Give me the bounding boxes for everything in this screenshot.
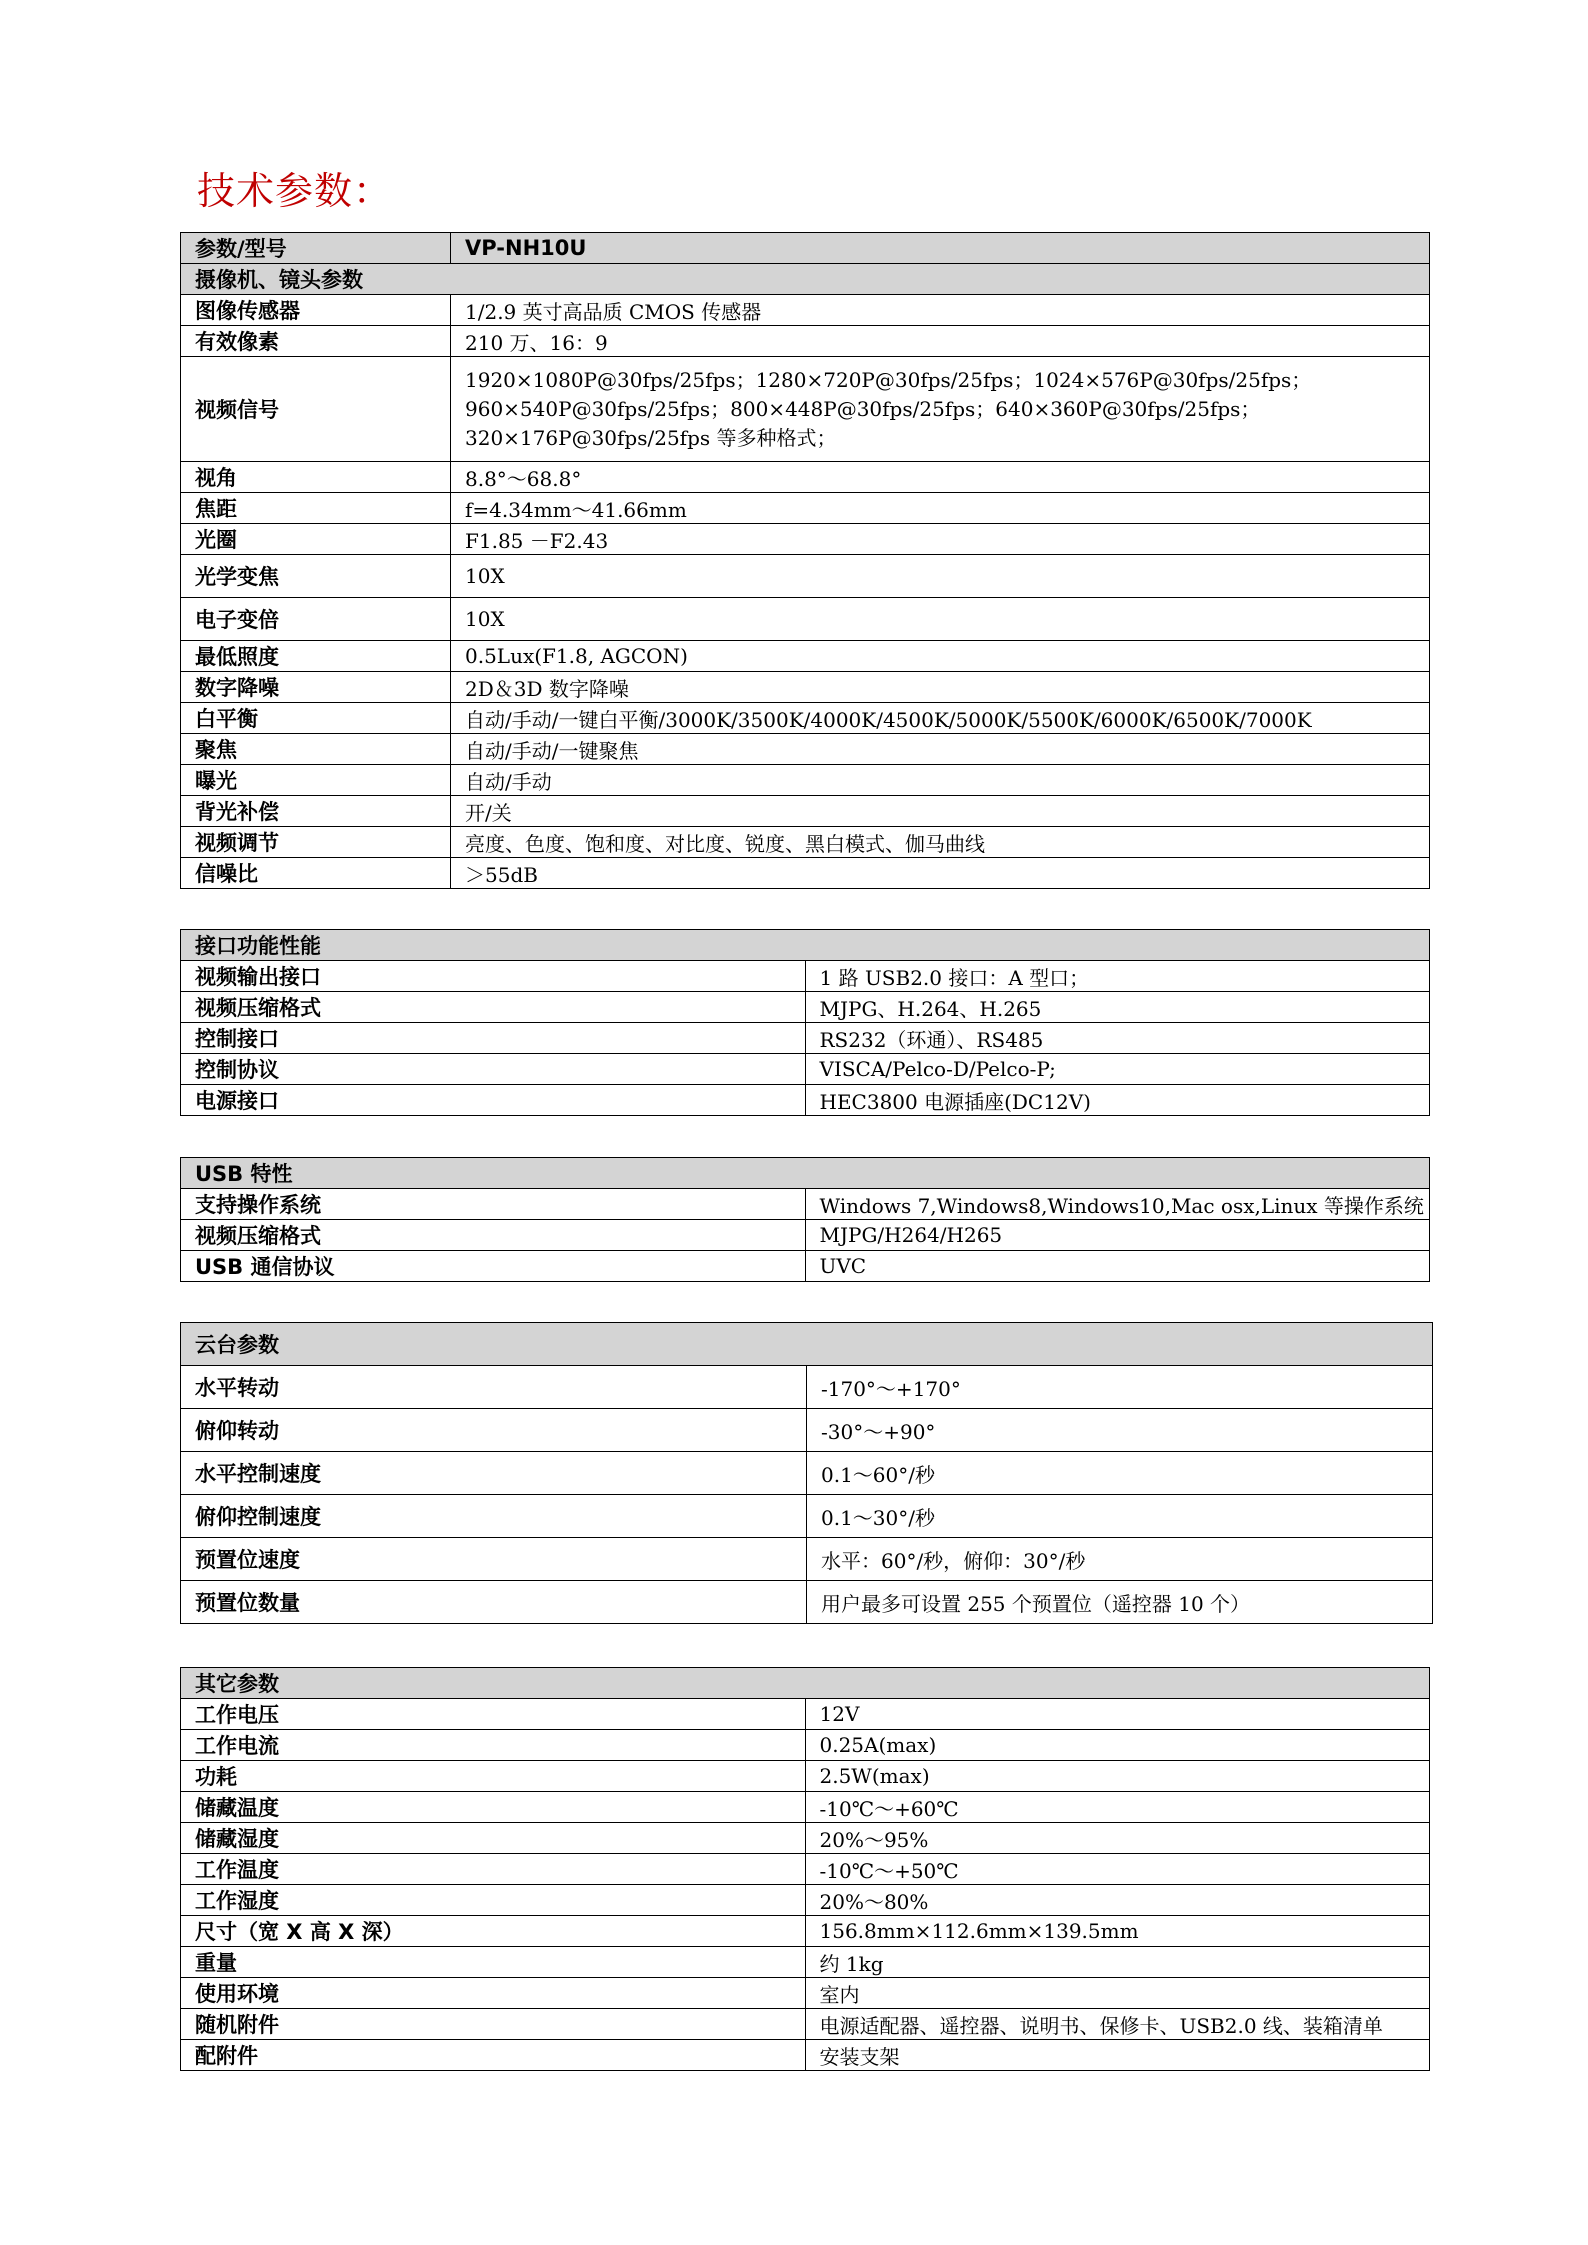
row-key: 电子变倍 <box>181 598 451 641</box>
row-value: 约 1kg <box>805 1947 1430 1978</box>
section-header-row <box>181 1668 1430 1699</box>
section-title: 其它参数 <box>181 1668 1430 1699</box>
table-row <box>181 1054 1430 1085</box>
table-row <box>181 1947 1430 1978</box>
row-value: Windows 7,Windows8,Windows10,Mac osx,Linux 等操作系统 <box>805 1189 1430 1220</box>
row-value: 10X <box>451 598 1430 641</box>
table-row <box>181 1495 1433 1538</box>
row-key: 聚焦 <box>181 734 451 765</box>
row-value: 0.1～30°/秒 <box>807 1495 1433 1538</box>
table-row <box>181 1251 1430 1282</box>
row-key: 白平衡 <box>181 703 451 734</box>
row-key: 图像传感器 <box>181 295 451 326</box>
section-header-row <box>181 1323 1433 1366</box>
table-row <box>181 1823 1430 1854</box>
row-value: 室内 <box>805 1978 1430 2009</box>
table-row <box>181 1538 1433 1581</box>
row-key: 焦距 <box>181 493 451 524</box>
row-key: USB 通信协议 <box>181 1251 806 1282</box>
row-key: 光圈 <box>181 524 451 555</box>
row-key: 随机附件 <box>181 2009 806 2040</box>
row-key: 预置位速度 <box>181 1538 807 1581</box>
row-key: 有效像素 <box>181 326 451 357</box>
row-key: 控制协议 <box>181 1054 806 1085</box>
row-value: 水平：60°/秒，俯仰：30°/秒 <box>807 1538 1433 1581</box>
row-value: -10℃～+60℃ <box>805 1792 1430 1823</box>
row-key: 视频信号 <box>181 357 451 462</box>
table-row <box>181 765 1430 796</box>
row-value: -30°～+90° <box>807 1409 1433 1452</box>
row-value: 用户最多可设置 255 个预置位（遥控器 10 个） <box>807 1581 1433 1624</box>
row-value: 0.5Lux(F1.8, AGCON) <box>451 641 1430 672</box>
table-row <box>181 524 1430 555</box>
table-row <box>181 1220 1430 1251</box>
row-value: ＞55dB <box>451 858 1430 889</box>
table-row <box>181 1366 1433 1409</box>
table-row <box>181 1581 1433 1624</box>
row-value: 8.8°～68.8° <box>451 462 1430 493</box>
row-key: 功耗 <box>181 1761 806 1792</box>
table-row <box>181 1409 1433 1452</box>
row-value: 亮度、色度、饱和度、对比度、锐度、黑白模式、伽马曲线 <box>451 827 1430 858</box>
row-key: 水平控制速度 <box>181 1452 807 1495</box>
row-key: 工作电压 <box>181 1699 806 1730</box>
row-key: 视频调节 <box>181 827 451 858</box>
table-header-row <box>181 233 1430 264</box>
row-value <box>451 357 1430 462</box>
table-row <box>181 1452 1433 1495</box>
table-row <box>181 1916 1430 1947</box>
row-key: 控制接口 <box>181 1023 806 1054</box>
row-value: 自动/手动/一键白平衡/3000K/3500K/4000K/4500K/5000K/5500K/6000K/6500K/7000K <box>451 703 1430 734</box>
row-value: 2D＆3D 数字降噪 <box>451 672 1430 703</box>
camera-spec-table <box>180 232 1430 889</box>
row-key: 储藏湿度 <box>181 1823 806 1854</box>
table-row <box>181 1085 1430 1116</box>
table-row <box>181 493 1430 524</box>
table-row <box>181 827 1430 858</box>
section-header-row <box>181 1158 1430 1189</box>
table-row <box>181 1023 1430 1054</box>
row-value: 安装支架 <box>805 2040 1430 2071</box>
row-key: 视角 <box>181 462 451 493</box>
video-format-line: 1920×1080P@30fps/25fps；1280×720P@30fps/25fps；1024×576P@30fps/25fps； <box>465 367 1312 392</box>
interface-spec-table <box>180 929 1430 1116</box>
table-row <box>181 1761 1430 1792</box>
table-row <box>181 2009 1430 2040</box>
row-value: 156.8mm×112.6mm×139.5mm <box>805 1916 1430 1947</box>
row-key: 俯仰控制速度 <box>181 1495 807 1538</box>
table-row <box>181 295 1430 326</box>
header-model: VP-NH10U <box>451 233 1430 264</box>
row-key: 背光补偿 <box>181 796 451 827</box>
row-key: 工作温度 <box>181 1854 806 1885</box>
row-value: 自动/手动/一键聚焦 <box>451 734 1430 765</box>
row-value: 0.1～60°/秒 <box>807 1452 1433 1495</box>
row-key: 信噪比 <box>181 858 451 889</box>
table-row <box>181 598 1430 641</box>
row-key: 曝光 <box>181 765 451 796</box>
row-value: 自动/手动 <box>451 765 1430 796</box>
row-key: 最低照度 <box>181 641 451 672</box>
table-row <box>181 462 1430 493</box>
table-row <box>181 1699 1430 1730</box>
row-value: f=4.34mm～41.66mm <box>451 493 1430 524</box>
ptz-spec-table <box>180 1322 1433 1624</box>
row-value: VISCA/Pelco-D/Pelco-P; <box>805 1054 1430 1085</box>
row-key: 使用环境 <box>181 1978 806 2009</box>
table-row <box>181 1885 1430 1916</box>
row-value: 2.5W(max) <box>805 1761 1430 1792</box>
row-value: 20%～80% <box>805 1885 1430 1916</box>
row-value: MJPG/H264/H265 <box>805 1220 1430 1251</box>
row-key: 工作电流 <box>181 1730 806 1761</box>
other-spec-table <box>180 1667 1430 2071</box>
section-title: 摄像机、镜头参数 <box>181 264 1430 295</box>
table-row <box>181 1854 1430 1885</box>
row-value: RS232（环通）、RS485 <box>805 1023 1430 1054</box>
section-header-row <box>181 930 1430 961</box>
table-row <box>181 703 1430 734</box>
row-key: 电源接口 <box>181 1085 806 1116</box>
table-row <box>181 641 1430 672</box>
row-value: UVC <box>805 1251 1430 1282</box>
video-format-line: 320×176P@30fps/25fps 等多种格式； <box>465 425 837 450</box>
table-row <box>181 326 1430 357</box>
row-value: 0.25A(max) <box>805 1730 1430 1761</box>
row-value: 20%～95% <box>805 1823 1430 1854</box>
row-value: MJPG、H.264、H.265 <box>805 992 1430 1023</box>
row-value: 12V <box>805 1699 1430 1730</box>
table-row <box>181 2040 1430 2071</box>
page-title: 技术参数： <box>197 169 393 213</box>
row-key: 预置位数量 <box>181 1581 807 1624</box>
row-key: 水平转动 <box>181 1366 807 1409</box>
table-row <box>181 672 1430 703</box>
table-row <box>181 555 1430 598</box>
row-value: F1.85 －F2.43 <box>451 524 1430 555</box>
row-value: HEC3800 电源插座(DC12V) <box>805 1085 1430 1116</box>
row-value: 1 路 USB2.0 接口：A 型口； <box>805 961 1430 992</box>
row-key: 尺寸（宽 X 高 X 深） <box>181 1916 806 1947</box>
section-title: 云台参数 <box>181 1323 1433 1366</box>
row-key: 视频输出接口 <box>181 961 806 992</box>
row-key: 重量 <box>181 1947 806 1978</box>
row-value: -170°～+170° <box>807 1366 1433 1409</box>
row-value: 10X <box>451 555 1430 598</box>
section-title: 接口功能性能 <box>181 930 1430 961</box>
section-title: USB 特性 <box>181 1158 1430 1189</box>
row-key: 俯仰转动 <box>181 1409 807 1452</box>
table-row <box>181 1730 1430 1761</box>
table-row <box>181 992 1430 1023</box>
row-key: 储藏温度 <box>181 1792 806 1823</box>
row-key: 视频压缩格式 <box>181 1220 806 1251</box>
table-row <box>181 1978 1430 2009</box>
table-row <box>181 734 1430 765</box>
video-format-line: 960×540P@30fps/25fps；800×448P@30fps/25fps；640×360P@30fps/25fps； <box>465 396 1261 421</box>
table-row <box>181 1189 1430 1220</box>
row-key: 光学变焦 <box>181 555 451 598</box>
table-row <box>181 1792 1430 1823</box>
row-value: 电源适配器、遥控器、说明书、保修卡、USB2.0 线、装箱清单 <box>805 2009 1430 2040</box>
row-value: 210 万、16：9 <box>451 326 1430 357</box>
table-row <box>181 961 1430 992</box>
row-key: 配附件 <box>181 2040 806 2071</box>
row-value: 开/关 <box>451 796 1430 827</box>
row-value: -10℃～+50℃ <box>805 1854 1430 1885</box>
table-row <box>181 796 1430 827</box>
row-key: 视频压缩格式 <box>181 992 806 1023</box>
table-row <box>181 858 1430 889</box>
row-key: 工作湿度 <box>181 1885 806 1916</box>
row-key: 支持操作系统 <box>181 1189 806 1220</box>
header-key: 参数/型号 <box>181 233 451 264</box>
row-key: 数字降噪 <box>181 672 451 703</box>
section-header-row <box>181 264 1430 295</box>
table-row <box>181 357 1430 462</box>
row-value: 1/2.9 英寸高品质 CMOS 传感器 <box>451 295 1430 326</box>
usb-spec-table <box>180 1157 1430 1282</box>
